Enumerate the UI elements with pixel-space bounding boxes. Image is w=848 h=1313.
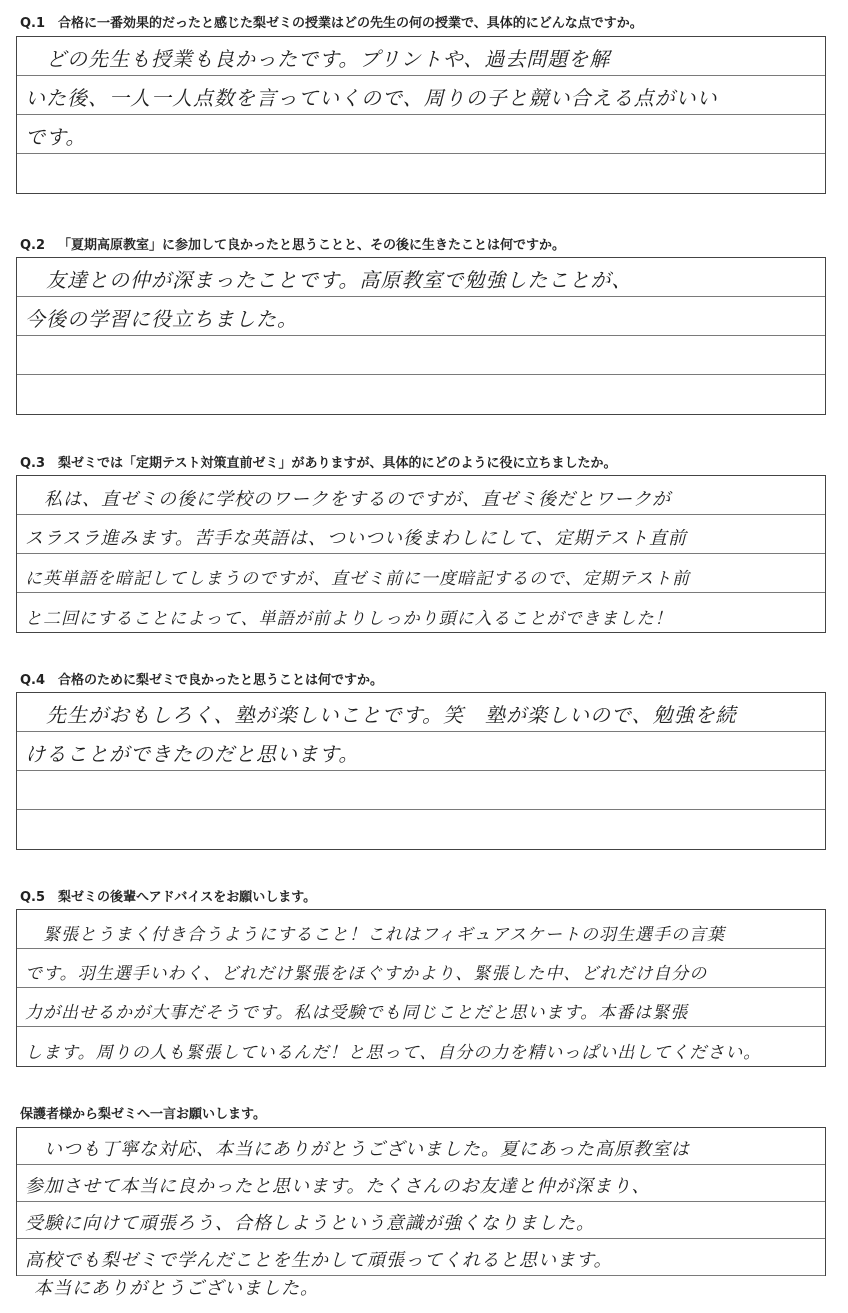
- question-5-title: [20, 886, 316, 905]
- answer-box-q3: [16, 475, 826, 633]
- answer-line: [17, 336, 825, 375]
- guardian-title: [20, 1103, 266, 1122]
- answer-line: [17, 693, 825, 732]
- question-number: Q.5: [20, 890, 46, 905]
- question-text: 「夏期高原教室」に参加して良かったと思うことと、その後に生きたことは何ですか。: [58, 238, 566, 253]
- answer-line: [17, 115, 825, 154]
- question-number: Q.3: [20, 456, 46, 471]
- question-number: Q.4: [20, 673, 46, 688]
- question-text: 梨ゼミでは「定期テスト対策直前ゼミ」がありますが、具体的にどのように役に立ちましたか。: [58, 456, 617, 471]
- question-2-title: [20, 234, 565, 253]
- question-text: 合格のために梨ゼミで良かったと思うことは何ですか。: [58, 673, 384, 688]
- answer-line: [17, 37, 825, 76]
- answer-line: [17, 1239, 825, 1276]
- answer-line: [17, 76, 825, 115]
- handwritten-text: 高校でも梨ゼミで学んだことを生かして頑張ってくれると思います。: [25, 1250, 613, 1271]
- guardian-text: 保護者様から梨ゼミへ一言お願いします。: [20, 1107, 266, 1122]
- handwritten-text: いた後、一人一人点数を言っていくので、周りの子と競い合える点がいい: [25, 86, 718, 110]
- answer-line: [17, 593, 825, 632]
- answer-line: [17, 771, 825, 810]
- answer-box-q1: [16, 36, 826, 194]
- question-number: Q.2: [20, 238, 46, 253]
- handwritten-text: です。羽生選手いわく、どれだけ緊張をほぐすかより、緊張した中、どれだけ自分の: [25, 964, 708, 984]
- answer-line: [17, 515, 825, 554]
- handwritten-text: 緊張とうまく付き合うようにすること！これはフィギュアスケートの羽生選手の言葉: [25, 925, 725, 945]
- answer-line: [17, 910, 825, 949]
- guardian-answer-box: [16, 1127, 826, 1276]
- handwritten-text: 先生がおもしろく、塾が楽しいことです。笑 塾が楽しいので、勉強を続: [25, 703, 737, 727]
- answer-line: [17, 810, 825, 849]
- answer-line: [17, 1202, 825, 1239]
- guardian-closing: 本当にありがとうございました。: [34, 1278, 319, 1299]
- question-text: 梨ゼミの後輩へアドバイスをお願いします。: [58, 890, 317, 905]
- answer-line: [17, 476, 825, 515]
- handwritten-text: どの先生も授業も良かったです。プリントや、過去問題を解: [25, 47, 611, 71]
- answer-line: [17, 297, 825, 336]
- handwritten-text: 友達との仲が深まったことです。高原教室で勉強したことが、: [25, 268, 633, 292]
- handwritten-text: 力が出せるかが大事だそうです。私は受験でも同じことだと思います。本番は緊張: [25, 1003, 689, 1023]
- handwritten-text: けることができたのだと思います。: [25, 742, 360, 766]
- handwritten-text: 私は、直ゼミの後に学校のワークをするのですが、直ゼミ後だとワークが: [25, 489, 671, 510]
- handwritten-text: です。: [25, 125, 87, 149]
- answer-line: [17, 258, 825, 297]
- handwritten-text: 参加させて本当に良かったと思います。たくさんのお友達と仲が深まり、: [25, 1176, 651, 1197]
- handwritten-text: 今後の学習に役立ちました。: [25, 307, 298, 331]
- answer-line: [17, 732, 825, 771]
- handwritten-text: スラスラ進みます。苦手な英語は、ついつい後まわしにして、定期テスト直前: [25, 528, 687, 549]
- answer-line: [17, 154, 825, 193]
- answer-line: [17, 988, 825, 1027]
- handwritten-text: と二回にすることによって、単語が前よりしっかり頭に入ることができました！: [25, 609, 673, 629]
- answer-box-q4: [16, 692, 826, 850]
- answer-line: [17, 375, 825, 414]
- answer-box-q2: [16, 257, 826, 415]
- question-1-title: [20, 12, 643, 31]
- question-number: Q.1: [20, 16, 46, 31]
- handwritten-text: 受験に向けて頑張ろう、合格しようという意識が強くなりました。: [25, 1213, 595, 1234]
- answer-box-q5: [16, 909, 826, 1067]
- handwritten-text: に英単語を暗記してしまうのですが、直ゼミ前に一度暗記するので、定期テスト前: [25, 569, 690, 589]
- question-3-title: [20, 452, 616, 471]
- question-text: 合格に一番効果的だったと感じた梨ゼミの授業はどの先生の何の授業で、具体的にどんな点ですか。: [58, 16, 643, 31]
- answer-line: [17, 949, 825, 988]
- handwritten-text: します。周りの人も緊張しているんだ！と思って、自分の力を精いっぱい出してください。: [25, 1043, 762, 1063]
- question-4-title: [20, 669, 383, 688]
- answer-line: [17, 554, 825, 593]
- answer-line: [17, 1128, 825, 1165]
- handwritten-text: いつも丁寧な対応、本当にありがとうございました。夏にあった高原教室は: [25, 1139, 690, 1160]
- answer-line: [17, 1027, 825, 1066]
- answer-line: [17, 1165, 825, 1202]
